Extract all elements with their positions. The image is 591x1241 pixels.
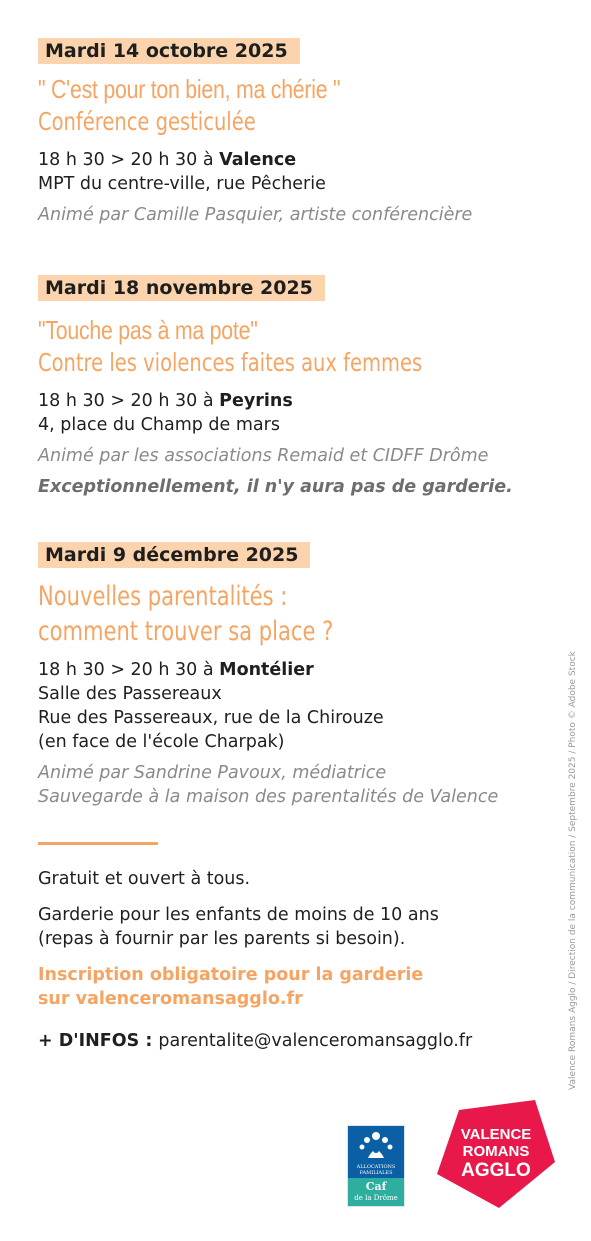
event-address: Salle des Passereaux [38, 684, 222, 704]
event-time: 18 h 30 > 20 h 30 à Valence [38, 150, 297, 170]
agglo-label: AGGLO [461, 1160, 531, 1181]
event-time: 18 h 30 > 20 h 30 à Peyrins [38, 391, 293, 411]
event-date: Mardi 14 octobre 2025 [38, 38, 300, 64]
valence-romans-agglo-logo [437, 1100, 555, 1208]
event-address: MPT du centre-ville, rue Pêcherie [38, 174, 326, 194]
family-icon [348, 1128, 404, 1164]
event-host: Sauvegarde à la maison des parentalités de Valence [38, 787, 499, 807]
caf-logo [347, 1125, 405, 1207]
agglo-label: VALENCE [460, 1126, 532, 1143]
event-time: 18 h 30 > 20 h 30 à Montélier [38, 660, 314, 680]
contact-email[interactable]: parentalite@valenceromansagglo.fr [158, 1031, 473, 1051]
event-address: 4, place du Champ de mars [38, 415, 280, 435]
caf-label: ALLOCATIONS [356, 1164, 396, 1170]
event-2 [38, 275, 558, 499]
credit-text: Valence Romans Agglo / Direction de la communication / Septembre 2025 / Photo © Adobe Stock [568, 651, 578, 1090]
event-note: Exceptionnellement, il n'y aura pas de garderie. [38, 477, 513, 497]
more-info [38, 1029, 558, 1053]
daycare-text: (repas à fournir par les parents si besoin). [38, 929, 406, 949]
event-subtitle: Contre les violences faites aux femmes [38, 348, 423, 377]
event-title: "Touche pas à ma pote" [38, 315, 258, 345]
event-address: Rue des Passereaux, rue de la Chirouze [38, 708, 384, 728]
registration-link[interactable]: sur valenceromansagglo.fr [38, 989, 303, 1009]
divider [38, 842, 158, 845]
caf-label: FAMILIALES [359, 1170, 393, 1176]
agglo-label: ROMANS [462, 1143, 530, 1160]
event-address: (en face de l'école Charpak) [38, 732, 285, 752]
event-date: Mardi 9 décembre 2025 [38, 542, 310, 568]
event-city: Valence [219, 150, 297, 170]
event-host: Animé par Camille Pasquier, artiste conférencière [38, 205, 473, 225]
event-subtitle: Conférence gesticulée [38, 107, 256, 136]
event-1 [38, 38, 558, 227]
event-date: Mardi 18 novembre 2025 [38, 275, 325, 301]
more-info-label: + D'INFOS : [38, 1031, 159, 1051]
registration-text: Inscription obligatoire pour la garderie [38, 965, 424, 985]
event-city: Montélier [219, 660, 314, 680]
caf-band [348, 1178, 404, 1206]
event-host: Animé par Sandrine Pavoux, médiatrice [38, 763, 387, 783]
info-block [38, 867, 558, 1053]
daycare-text: Garderie pour les enfants de moins de 10 ans [38, 905, 439, 925]
event-city: Peyrins [219, 391, 293, 411]
event-3 [38, 542, 558, 809]
caf-region: de la Drôme [354, 1194, 398, 1202]
event-subtitle: comment trouver sa place ? [38, 616, 334, 647]
event-host: Animé par les associations Remaid et CIDFF Drôme [38, 446, 489, 466]
caf-name: Caf [365, 1180, 387, 1193]
free-text: Gratuit et ouvert à tous. [38, 869, 251, 889]
event-title: " C'est pour ton bien, ma chérie " [38, 74, 341, 104]
event-title: Nouvelles parentalités : [38, 581, 288, 612]
